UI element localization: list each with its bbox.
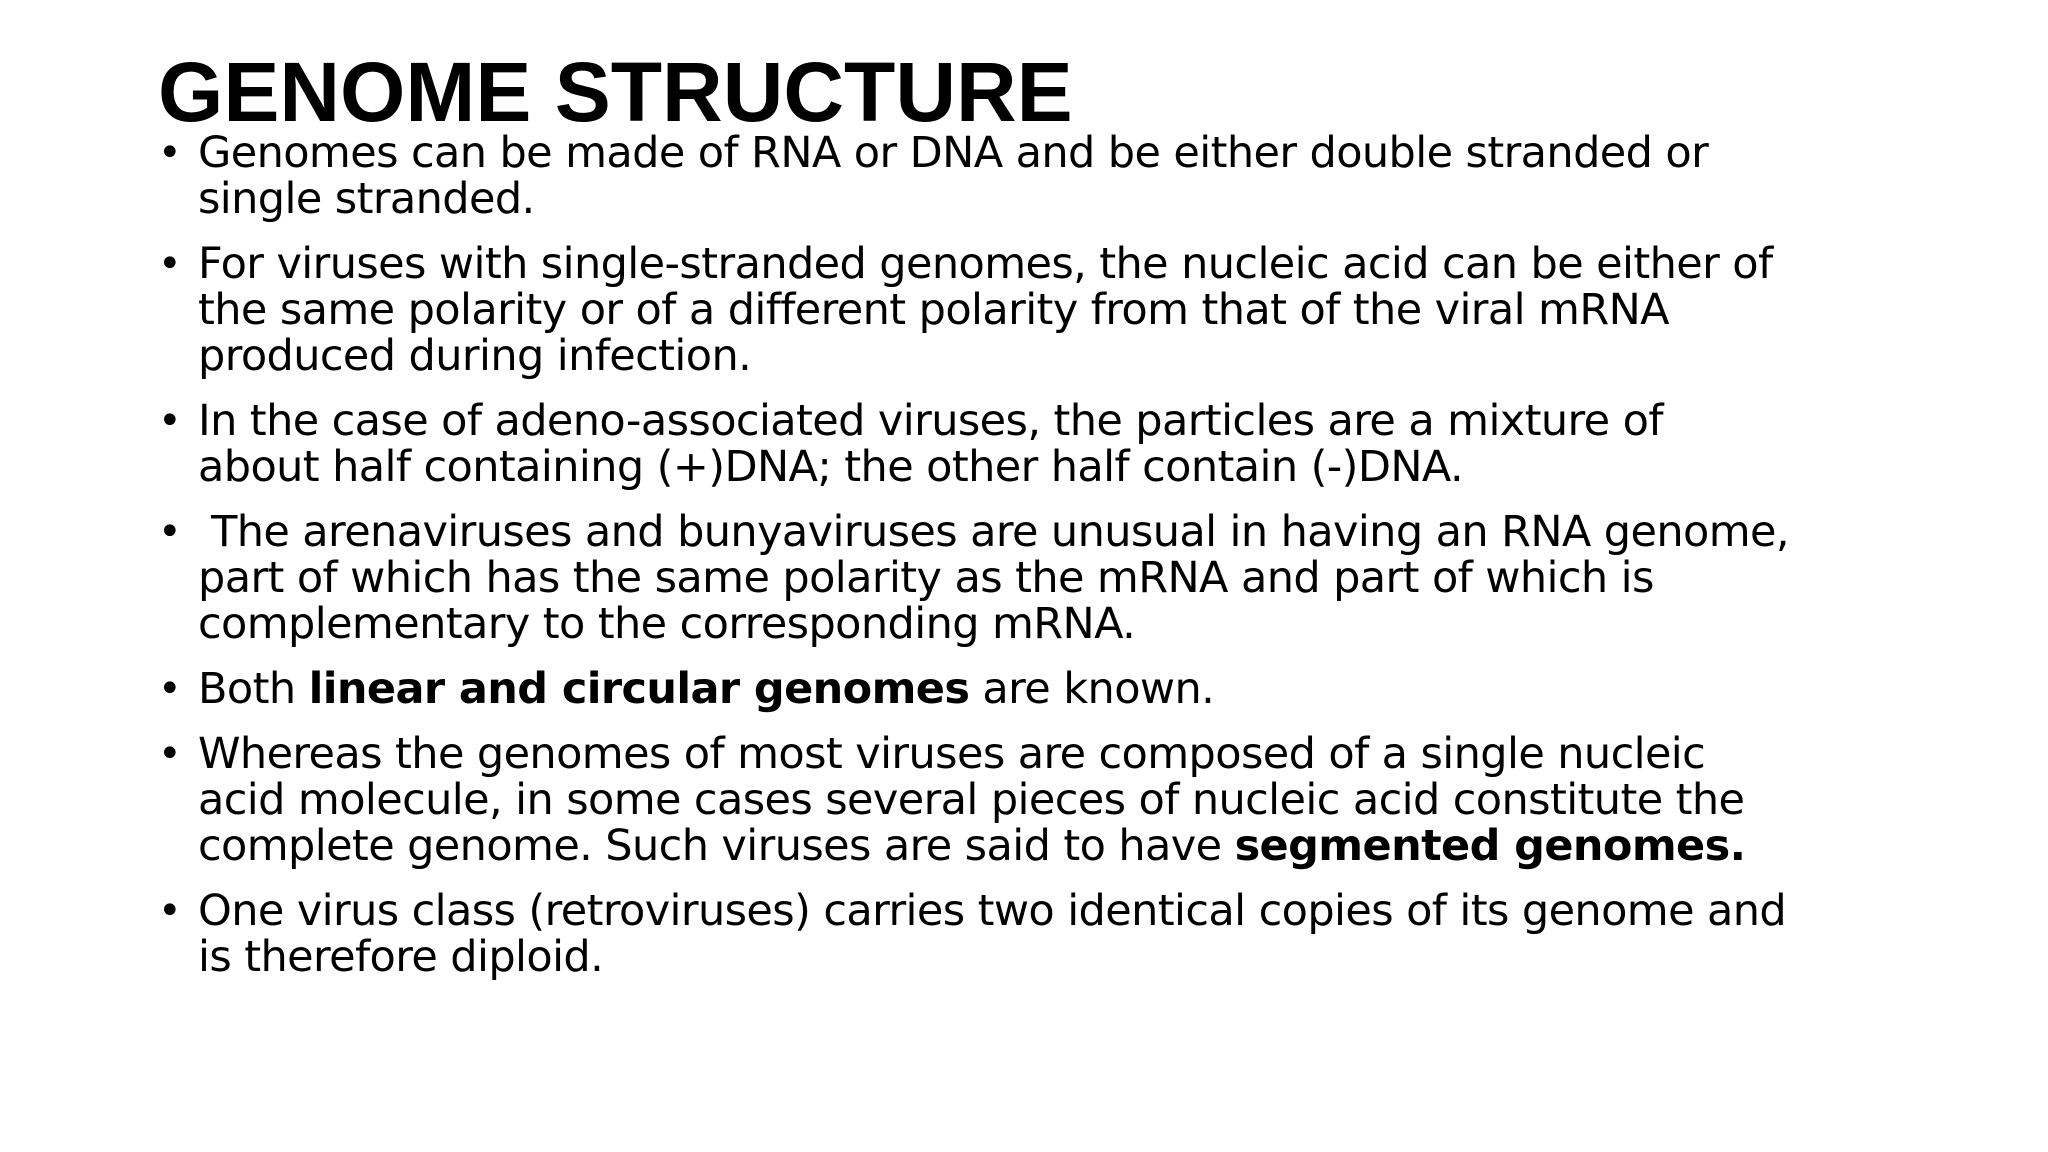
bullet-line: For viruses with single-stranded genomes, the nucleic acid can be either of [198,239,1773,289]
bullet-line: is therefore diploid. [198,932,604,982]
bullet-line [198,666,2038,712]
bullet-line: complementary to the corresponding mRNA. [198,599,1136,649]
bullet-list [158,130,2038,999]
bullet-bold-text: segmented genomes. [1234,821,1746,871]
bullet-dot-icon: • [158,731,181,777]
bullet-item [158,509,2038,647]
bullet-item [158,666,2038,712]
bullet-dot-icon: • [158,241,181,287]
bullet-line: about half containing (+)DNA; the other half contain (-)DNA. [198,442,1464,492]
bullet-dot-icon: • [158,666,181,712]
bullet-item [158,130,2038,222]
bullet-line: The arenaviruses and bunyaviruses are unusual in having an RNA genome, [198,507,1789,557]
bullet-text: are known. [969,664,1215,714]
bullet-bold-text: linear and circular genomes [308,664,970,714]
bullet-line: One virus class (retroviruses) carries two identical copies of its genome and [198,886,1787,936]
bullet-line: produced during infection. [198,331,752,381]
slide-title: GENOME STRUCTURE [158,45,1073,139]
bullet-text: complete genome. Such viruses are said to have [198,821,1235,871]
bullet-line: Whereas the genomes of most viruses are composed of a single nucleic [198,729,1706,779]
bullet-dot-icon: • [158,509,181,555]
bullet-item [158,888,2038,980]
bullet-item [158,398,2038,490]
bullet-line: the same polarity or of a different polarity from that of the viral mRNA [198,285,1669,335]
bullet-text: Both [198,664,309,714]
bullet-line: Genomes can be made of RNA or DNA and be either double stranded or [198,128,1709,178]
bullet-dot-icon: • [158,398,181,444]
bullet-line: part of which has the same polarity as the mRNA and part of which is [198,553,1654,603]
bullet-line: In the case of adeno-associated viruses, the particles are a mixture of [198,396,1663,446]
bullet-item [158,241,2038,379]
bullet-dot-icon: • [158,888,181,934]
bullet-line [198,823,2038,869]
bullet-line: acid molecule, in some cases several pieces of nucleic acid constitute the [198,775,1745,825]
bullet-dot-icon: • [158,130,181,176]
bullet-line: single stranded. [198,174,535,224]
bullet-item [158,731,2038,869]
